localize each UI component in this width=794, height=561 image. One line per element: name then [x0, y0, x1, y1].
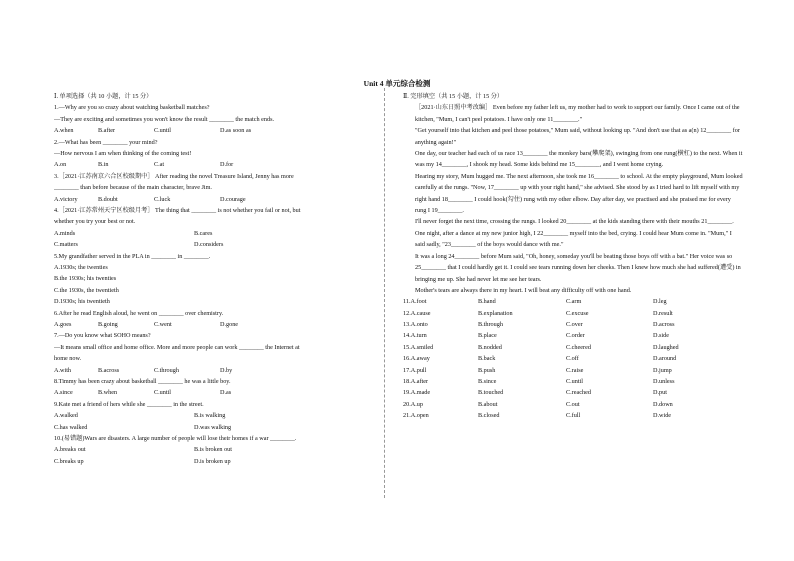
question-item: [54, 251, 366, 308]
question-text: 3.［2021·江苏南京六合区校级期中］ After reading the novel Treasure Island, Jenny has more: [54, 172, 294, 180]
answer-option: 21.A.open: [403, 412, 429, 420]
option-row: [54, 228, 366, 239]
cloze-options: [403, 296, 743, 421]
answer-option: D.unless: [653, 378, 675, 386]
answer-option: 12.A.cause: [403, 309, 431, 317]
question-text: —It means small office and home office. More and more people can work ________ the Internet at: [54, 343, 300, 351]
answer-option: D.jump: [653, 366, 672, 374]
answer-option: B.after: [98, 127, 116, 135]
answer-option: D.as: [220, 389, 232, 397]
answer-option: B.place: [478, 332, 497, 340]
passage-paragraph: ［2021·山东日照中考改编］ Even before my father left us, my mother had to work to support our family. Once I came out of the kitchen, "Mum, I can't peel potatoes. I have only one 11________.": [415, 104, 740, 123]
answer-option: D.is broken up: [194, 457, 231, 465]
passage-paragraph: One day, our teacher had each of us race 13________ the monkey bars(攀爬架), swinging from one rung(横杠) to the next. When it was my 14________, I shook my head. Some kids behind me 15________, and I went home crying.: [415, 150, 743, 169]
question-text: 8.Timmy has been crazy about basketball ________ he was a little boy.: [54, 378, 231, 386]
answer-option: B.across: [98, 366, 120, 374]
answer-option: D.was walking: [194, 423, 232, 431]
right-column: [403, 91, 743, 422]
answer-option: A.when: [54, 127, 74, 135]
answer-option: C.full: [566, 412, 581, 420]
answer-option: 17.A.pull: [403, 366, 427, 374]
answer-option: C.out: [566, 400, 580, 408]
answer-option: D.result: [653, 309, 673, 317]
option-row: [54, 239, 366, 250]
answer-option: C.matters: [54, 241, 78, 249]
option-row: [403, 319, 743, 330]
question-item: [54, 171, 366, 205]
answer-option: A.1930s; the twenties: [54, 264, 108, 272]
answer-option: 19.A.made: [403, 389, 431, 397]
question-text: 1.—Why are you so crazy about watching basketball matches?: [54, 104, 210, 112]
section-heading-cloze: Ⅱ. 完形填空（共 15 小题，计 15 分）: [403, 93, 504, 100]
question-item: [54, 330, 366, 376]
answer-option: C.over: [566, 321, 583, 329]
question-text: home now.: [54, 355, 82, 363]
column-divider: [384, 88, 385, 498]
answer-option: B.push: [478, 366, 496, 374]
section-heading-single-choice: Ⅰ. 单项选择（共 10 小题，计 15 分）: [54, 93, 153, 100]
answer-option: D.gone: [220, 321, 239, 329]
question-text: 6.After he read English aloud, he went on ________ over chemistry.: [54, 309, 224, 317]
answer-option: C.until: [154, 389, 172, 397]
option-row: [54, 410, 366, 421]
answer-option: D.considers: [194, 241, 224, 249]
answer-option: C.raise: [566, 366, 584, 374]
question-text: 7.—Do you know what SOHO means?: [54, 332, 151, 340]
passage-paragraph: I'll never forget the next time, crossing the rungs. I looked 20________ at the kids standing there with their mouths 21________.: [415, 218, 734, 226]
answer-option: B.touched: [478, 389, 504, 397]
question-text: whether you try your best or not.: [54, 218, 136, 226]
option-row: [403, 342, 743, 353]
answer-option: B.explanation: [478, 309, 513, 317]
question-item: [54, 137, 366, 171]
option-row: [403, 399, 743, 410]
answer-option: C.arm: [566, 298, 582, 306]
answer-option: D.wide: [653, 412, 672, 420]
option-row: [54, 365, 366, 376]
question-item: [54, 376, 366, 399]
answer-option: B.closed: [478, 412, 500, 420]
option-row: [54, 422, 366, 433]
passage-paragraph: One night, after a dance at my new junior high, I 22________ myself into the bed, crying. I could hear Mum come in. "Mum," I said sadly, "23________ of the boys would dance with me.": [415, 229, 732, 249]
answer-option: B.since: [478, 378, 497, 386]
left-column: [54, 91, 366, 467]
answer-option: B.nodded: [478, 343, 502, 351]
answer-option: C.breaks up: [54, 457, 84, 465]
answer-option: D.1930s; his twentieth: [54, 298, 110, 306]
question-item: [54, 308, 366, 331]
answer-option: C.excuse: [566, 309, 589, 317]
answer-option: A.on: [54, 161, 67, 169]
answer-option: B.the 1930s; his twenties: [54, 275, 117, 283]
answer-option: A.goes: [54, 321, 72, 329]
answer-option: A.victory: [54, 195, 78, 203]
page-title: Unit 4 单元综合检测: [363, 79, 431, 88]
option-row: [54, 194, 366, 205]
option-row: [403, 308, 743, 319]
answer-option: D.side: [653, 332, 669, 340]
answer-option: D.courage: [220, 195, 246, 203]
question-text: 2.—What has been ________ your mind?: [54, 138, 158, 146]
answer-option: D.as soon as: [220, 127, 252, 135]
question-text: —They are exciting and sometimes you won't know the result ________ the match ends.: [54, 115, 275, 123]
answer-option: D.down: [653, 400, 673, 408]
answer-option: C.luck: [154, 195, 171, 203]
answer-option: B.through: [478, 321, 503, 329]
answer-option: D.by: [220, 366, 233, 374]
answer-option: C.until: [154, 127, 172, 135]
option-row: [403, 365, 743, 376]
answer-option: A.since: [54, 389, 73, 397]
answer-option: 14.A.turn: [403, 332, 427, 340]
answer-option: B.when: [98, 389, 118, 397]
answer-option: 20.A.up: [403, 400, 423, 408]
answer-option: A.breaks out: [54, 446, 86, 454]
answer-option: D.across: [653, 321, 675, 329]
answer-option: B.back: [478, 355, 496, 363]
answer-option: C.reached: [566, 389, 591, 397]
answer-option: B.doubt: [98, 195, 118, 203]
option-row: [403, 353, 743, 364]
option-row: [403, 330, 743, 341]
question-list: [54, 102, 366, 467]
answer-option: 18.A.after: [403, 378, 429, 386]
answer-option: C.cheered: [566, 343, 591, 351]
option-row: [54, 159, 366, 170]
answer-option: C.through: [154, 366, 179, 374]
question-item: [54, 205, 366, 251]
option-row: [403, 387, 743, 398]
answer-option: B.is broken out: [194, 446, 232, 454]
question-item: [54, 399, 366, 433]
question-text: 9.Kate met a friend of hers while she ________ in the street.: [54, 400, 204, 408]
answer-option: C.off: [566, 355, 579, 363]
passage-paragraph: It was a long 24________ before Mum said, "Oh, honey, someday you'll be beating those boys off with a bat." Her voice was so 25________ that I could hardly get it. I could see tears running down her cheeks. Then I knew how much she had suffered(遭受) in bringing me up. She had never let me see her tears.: [415, 252, 741, 283]
question-text: 5.My grandfather served in the PLA in ________ in ________.: [54, 252, 211, 260]
passage-paragraph: "Get yourself into that kitchen and peel those potatoes," Mum said, without looking up. "And don't use that as a(n) 12________ for anything again!": [415, 127, 740, 146]
passage-paragraph: Hearing my story, Mum hugged me. The next afternoon, she took me 16________ to school. At the empty playground, Mum looked carefully at the rungs. "Now, 17________ up with your right hand," she advised. She stood by as I tried hard to lift myself with my right hand 18________ I could hook(勾住) rung with my other elbow. Day after day, we practised and she praised me for every rung I 19________.: [415, 172, 743, 215]
answer-option: C.at: [154, 161, 165, 169]
answer-option: D.put: [653, 389, 667, 397]
option-row: [403, 410, 743, 421]
answer-option: A.minds: [54, 229, 76, 237]
option-row: [54, 387, 366, 398]
answer-option: 13.A.onto: [403, 321, 428, 329]
cloze-passage: [403, 102, 743, 296]
answer-option: A.walked: [54, 412, 78, 420]
answer-option: D.leg: [653, 298, 667, 306]
answer-option: B.cares: [194, 229, 213, 237]
answer-option: A.with: [54, 366, 72, 374]
answer-option: B.hand: [478, 298, 496, 306]
answer-option: B.in: [98, 161, 109, 169]
answer-option: C.went: [154, 321, 172, 329]
option-row: [403, 376, 743, 387]
option-row: [54, 125, 366, 136]
option-row: [403, 296, 743, 307]
answer-option: C.until: [566, 378, 584, 386]
question-item: [54, 433, 366, 467]
option-row: [54, 444, 366, 455]
answer-option: B.about: [478, 400, 498, 408]
answer-option: D.laughed: [653, 343, 679, 351]
answer-option: 16.A.away: [403, 355, 430, 363]
question-text: ________ than before because of the main character, brave Jim.: [54, 184, 212, 192]
answer-option: C.order: [566, 332, 585, 340]
answer-option: 15.A.smiled: [403, 343, 434, 351]
question-text: 10.(易错题)Wars are disasters. A large number of people will lose their homes if a war ________.: [54, 435, 297, 443]
answer-option: 11.A.foot: [403, 298, 427, 306]
option-row: [54, 319, 366, 330]
question-item: [54, 102, 366, 136]
answer-option: C.has walked: [54, 423, 88, 431]
option-row: [54, 456, 366, 467]
answer-option: D.for: [220, 161, 234, 169]
answer-option: B.going: [98, 321, 118, 329]
question-text: —How nervous I am when thinking of the coming test!: [54, 150, 192, 158]
answer-option: B.is walking: [194, 412, 226, 420]
passage-paragraph: Mother's tears are always there in my heart. I will beat any difficulty off with one hand.: [415, 286, 632, 294]
answer-option: D.around: [653, 355, 677, 363]
answer-option: C.the 1930s, the twentieth: [54, 286, 119, 294]
question-text: 4.［2021·江苏常州天宁区校级月考］ The thing that ________ is not whether you fail or not, but: [54, 207, 301, 215]
